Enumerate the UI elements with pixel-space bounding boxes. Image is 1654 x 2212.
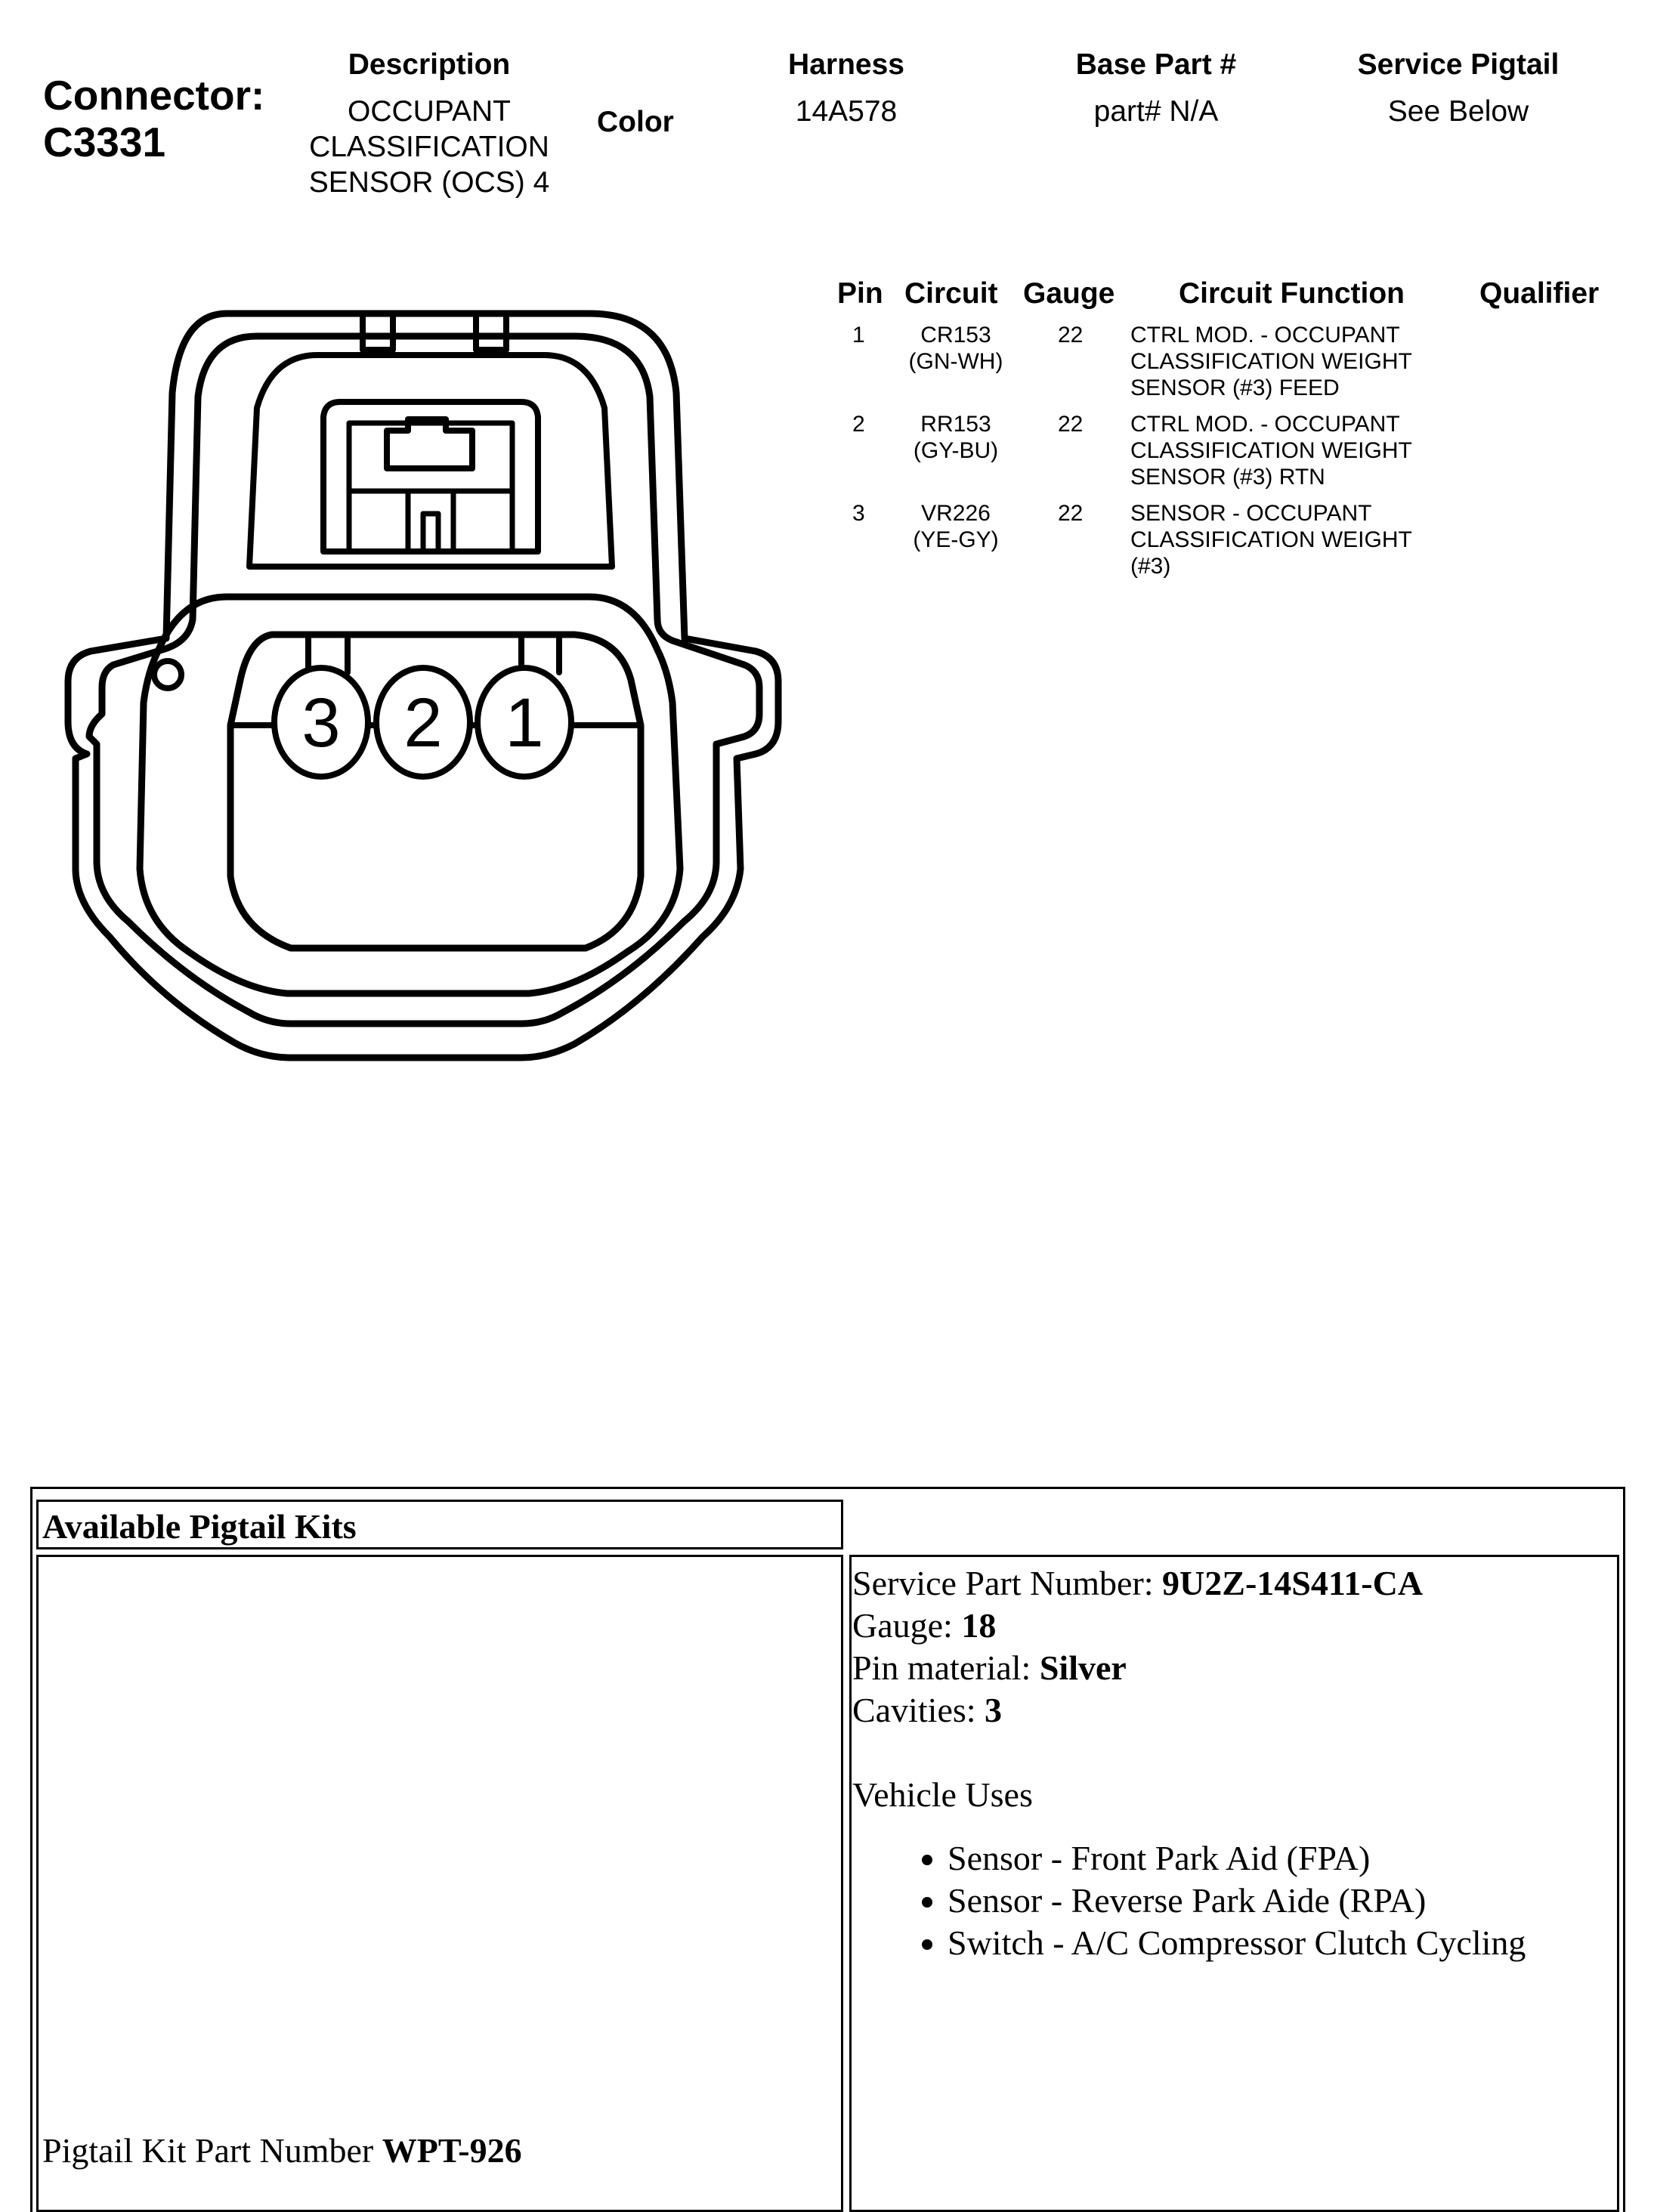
description-line: OCCUPANT — [348, 95, 511, 128]
function-line: SENSOR - OCCUPANT — [1130, 501, 1372, 526]
wire-color: (GY-BU) — [913, 438, 999, 463]
cavities-line — [852, 1689, 1526, 1732]
gauge-value: 22 — [1058, 323, 1084, 348]
service-part-line — [852, 1562, 1526, 1605]
gauge-header: Gauge — [1023, 277, 1115, 310]
function-line: SENSOR (#3) FEED — [1130, 375, 1340, 400]
function-line: CLASSIFICATION WEIGHT — [1130, 438, 1412, 463]
pin-header: Pin — [837, 277, 883, 310]
pin-number: 1 — [852, 323, 865, 348]
pigtail-image-cell — [36, 1555, 843, 2212]
function-line: CTRL MOD. - OCCUPANT — [1130, 412, 1400, 437]
circuit-function-header: Circuit Function — [1179, 277, 1405, 310]
latch-tab — [387, 419, 472, 468]
service-part-value: 9U2Z-14S411-CA — [1162, 1564, 1424, 1602]
pin-number: 3 — [852, 501, 865, 526]
wire-color: (GN-WH) — [908, 349, 1003, 374]
description-line: SENSOR (OCS) 4 — [308, 166, 550, 199]
circuit-id: CR153 — [920, 323, 991, 348]
kit-part-label: Pigtail Kit Part Number — [42, 2131, 382, 2170]
circuit-cell — [892, 500, 1020, 553]
connector-title — [43, 72, 264, 165]
list-item: • Sensor - Front Park Aid (FPA) — [948, 1837, 1526, 1880]
pin-material-line — [852, 1647, 1526, 1689]
gauge-value: 18 — [961, 1606, 997, 1645]
pin-material-label: Pin material: — [852, 1648, 1040, 1687]
pin-material-value: Silver — [1039, 1648, 1127, 1687]
connector-mid-shell — [249, 355, 612, 567]
service-pigtail-label: Service Pigtail — [1357, 48, 1560, 81]
service-pigtail-value: See Below — [1387, 95, 1529, 128]
circuit-cell — [892, 411, 1020, 464]
circuit-function — [1130, 322, 1412, 401]
cavities-label: Cavities: — [852, 1691, 985, 1729]
pigtail-title: Available Pigtail Kits — [42, 1507, 357, 1546]
circuit-function — [1130, 500, 1412, 579]
connector-label: Connector: — [43, 72, 265, 119]
vehicle-uses-label: Vehicle Uses — [852, 1775, 1033, 1814]
cavities-value: 3 — [985, 1691, 1003, 1729]
harness-label: Harness — [788, 48, 904, 81]
vehicle-uses-list — [852, 1837, 1526, 1964]
circuit-id: RR153 — [920, 412, 991, 437]
gauge-label: Gauge: — [852, 1606, 962, 1645]
function-line: CTRL MOD. - OCCUPANT — [1130, 323, 1400, 348]
function-line: CLASSIFICATION WEIGHT — [1130, 349, 1412, 374]
description-value — [286, 94, 573, 200]
connector-id: C3331 — [43, 119, 166, 165]
gauge-value: 22 — [1058, 501, 1084, 526]
kit-part-line — [42, 2130, 522, 2170]
circuit-cell — [892, 322, 1020, 375]
circuit-header: Circuit — [904, 277, 998, 310]
description-label: Description — [348, 48, 511, 81]
base-part-value: part# N/A — [1093, 95, 1219, 128]
top-tab — [476, 314, 506, 350]
pin-label-1: 1 — [505, 684, 544, 762]
function-line: (#3) — [1130, 554, 1171, 579]
latch-hole — [154, 661, 181, 688]
service-part-label: Service Part Number: — [852, 1564, 1163, 1602]
mating-face-outer — [140, 597, 680, 993]
gauge-value: 22 — [1058, 412, 1084, 437]
pin-label-3: 3 — [301, 684, 341, 762]
gauge-line — [852, 1605, 1526, 1647]
function-line: SENSOR (#3) RTN — [1130, 465, 1325, 490]
pin-label-2: 2 — [403, 684, 443, 762]
connector-diagram — [60, 298, 801, 1099]
pin-number: 2 — [852, 412, 865, 437]
top-tab — [363, 314, 393, 350]
circuit-function — [1130, 411, 1412, 490]
description-line: CLASSIFICATION — [309, 131, 549, 163]
harness-value: 14A578 — [795, 95, 898, 128]
list-item: • Switch - A/C Compressor Clutch Cycling — [948, 1922, 1526, 1964]
function-line: CLASSIFICATION WEIGHT — [1130, 527, 1412, 552]
kit-part-value: WPT-926 — [382, 2131, 522, 2170]
pigtail-details — [852, 1562, 1526, 1964]
list-item: • Sensor - Reverse Park Aide (RPA) — [948, 1880, 1526, 1922]
qualifier-header: Qualifier — [1479, 277, 1600, 310]
color-label: Color — [597, 106, 674, 138]
base-part-label: Base Part # — [1075, 48, 1237, 81]
circuit-id: VR226 — [921, 501, 991, 526]
lock-housing-inner — [349, 423, 512, 551]
wire-color: (YE-GY) — [913, 527, 999, 552]
